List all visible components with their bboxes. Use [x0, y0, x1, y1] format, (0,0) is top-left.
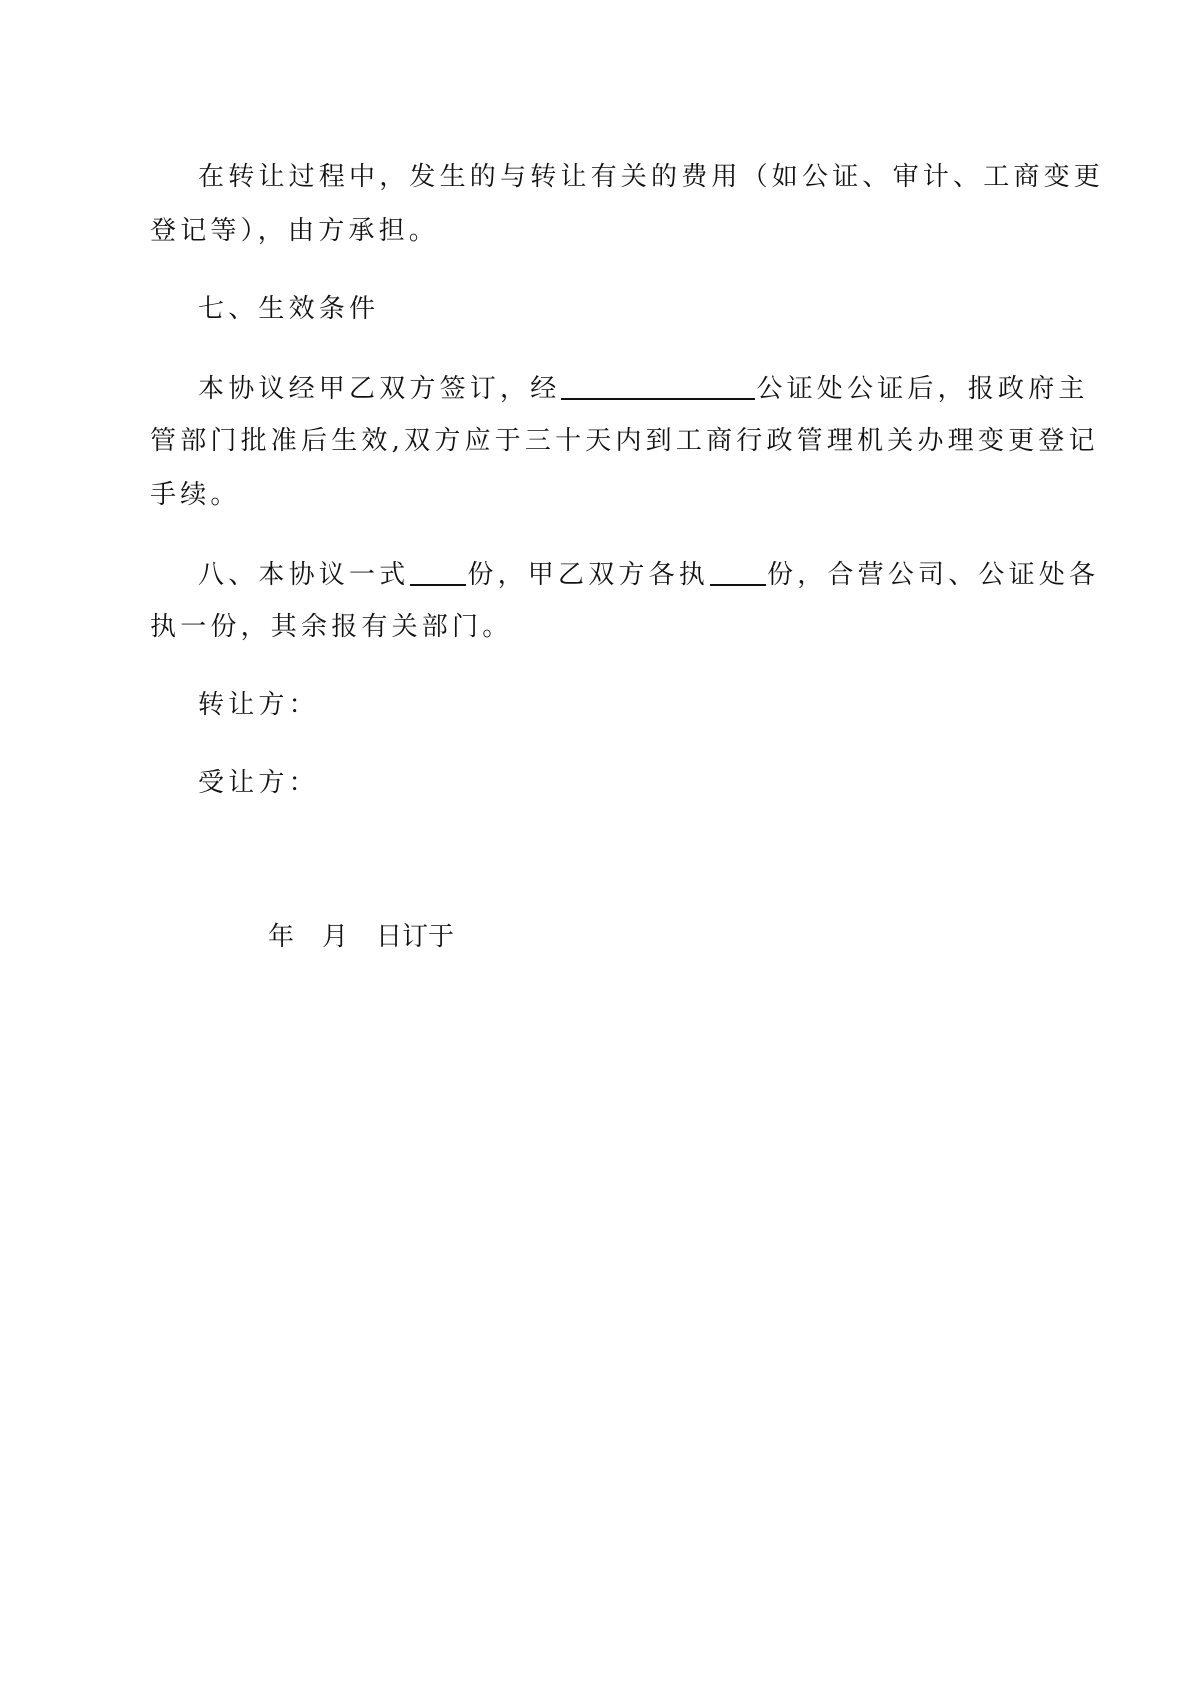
each-party-copies-blank: [710, 560, 766, 586]
copies-paragraph-line-1: [198, 560, 1099, 588]
fees-paragraph-line-2: 登记等），由方承担。: [150, 216, 440, 246]
year-label: 年: [268, 922, 295, 952]
section-7-heading: 七、生效条件: [198, 294, 380, 324]
copies-text-part-1: 八、本协议一式: [198, 560, 410, 590]
transferee-label: 受让方：: [198, 768, 319, 798]
transferor-label: 转让方：: [198, 690, 319, 720]
day-signed-at-label: 日订于: [376, 922, 455, 952]
effective-text-before-blank: 本协议经甲乙双方签订，经: [198, 374, 561, 404]
copies-text-part-2: 份，甲乙双方各执: [467, 560, 710, 590]
effective-paragraph-line-3: 手续。: [150, 480, 241, 510]
fees-paragraph-line-1: 在转让过程中，发生的与转让有关的费用（如公证、审计、工商变更: [198, 162, 1105, 192]
effective-paragraph-line-1: [198, 374, 1089, 402]
effective-text-after-blank: 公证处公证后，报政府主: [756, 374, 1089, 404]
notary-office-blank: [561, 374, 755, 400]
copies-text-part-3: 份，合营公司、公证处各: [767, 560, 1100, 590]
copies-paragraph-line-2: 执一份，其余报有关部门。: [150, 612, 513, 642]
month-label: 月: [322, 922, 349, 952]
effective-paragraph-line-2: 管部门批准后生效,双方应于三十天内到工商行政管理机关办理变更登记: [150, 426, 1099, 456]
signing-date-line: [268, 924, 454, 950]
total-copies-blank: [410, 560, 466, 586]
